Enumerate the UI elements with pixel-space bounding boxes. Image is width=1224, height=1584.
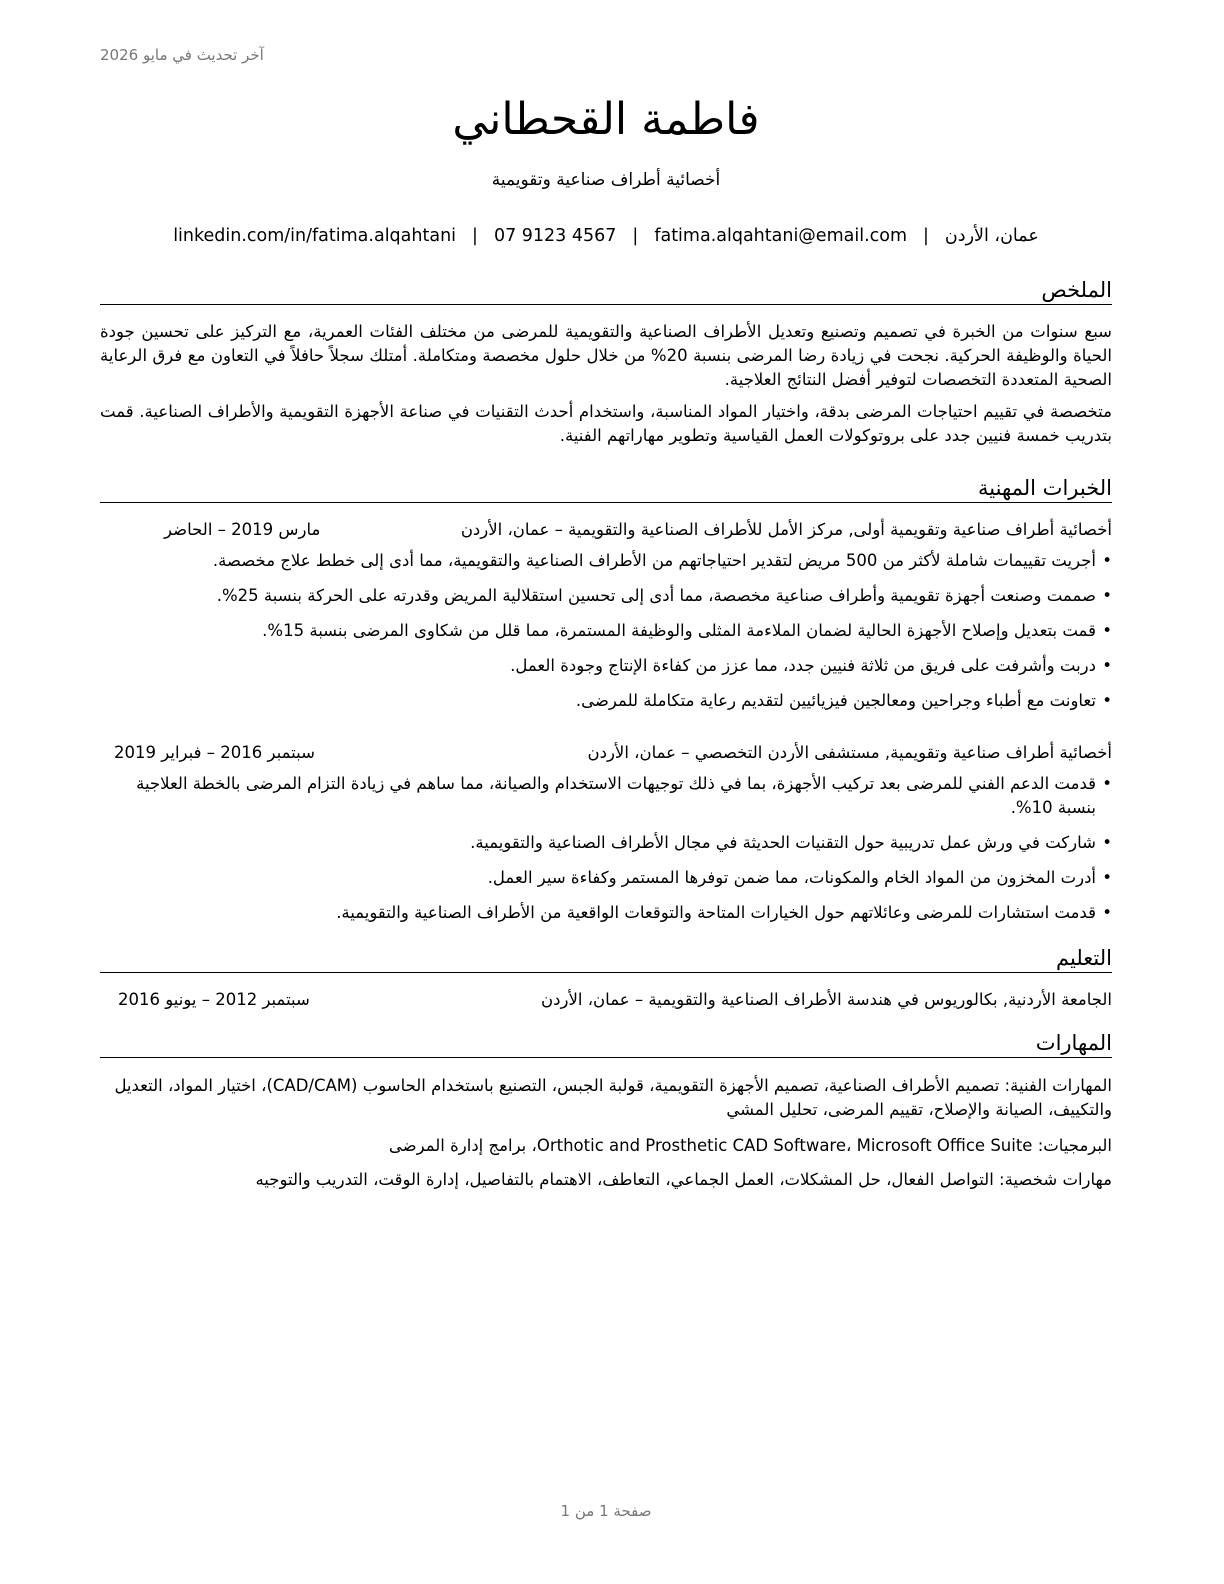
- summary-paragraph: متخصصة في تقييم احتياجات المرضى بدقة، واختيار المواد المناسبة، واستخدام أحدث التقنيات في صناعة الأجهزة التقويمية والأطراف الصناعية. قمت بتدريب خمسة فنيين جدد على بروتوكولات العمل القياسية وتطوير مهاراتهم الفنية.: [100, 402, 1112, 445]
- summary-body: [100, 320, 1112, 456]
- bullet-dot: •: [1102, 551, 1112, 570]
- last-updated: آخر تحديث في مايو 2026: [100, 46, 264, 64]
- bullet-dot: •: [1102, 774, 1112, 793]
- skills-soft: مهارات شخصية: التواصل الفعال، حل المشكلات، العمل الجماعي، التعاطف، الاهتمام بالتفاصيل، إدارة الوقت، التدريب والتوجيه: [255, 1170, 1112, 1189]
- bullet-dot: •: [1102, 903, 1112, 922]
- resume-page: [100, 0, 1112, 1584]
- contact-phone: 07 9123 4567: [493, 226, 617, 246]
- list-item: • أجريت تقييمات شاملة لأكثر من 500 مريض لتقدير احتياجاتهم من الأطراف الصناعية والتقويمية، مما أدى إلى خطط علاج مخصصة.: [100, 549, 1112, 573]
- list-item: • قدمت استشارات للمرضى وعائلاتهم حول الخيارات المتاحة والتوقعات الواقعية من الأطراف الصناعية والتقويمية.: [100, 901, 1112, 925]
- bullet-dot: •: [1102, 656, 1112, 675]
- skills-software: البرمجيات: Orthotic and Prosthetic CAD Software، Microsoft Office Suite، برامج إدارة المرضى: [388, 1136, 1112, 1155]
- page-number: صفحة 1 من 1: [560, 1502, 652, 1520]
- candidate-name: فاطمة القحطاني: [452, 94, 760, 145]
- job-title-org: أخصائية أطراف صناعية وتقويمية أولى, مركز الأمل للأطراف الصناعية والتقويمية – عمان، الأردن: [460, 520, 1112, 539]
- bullet-dot: •: [1102, 691, 1112, 710]
- education-heading: التعليم: [100, 944, 1112, 973]
- job-bullets: [100, 549, 1112, 713]
- list-item: • شاركت في ورش عمل تدريبية حول التقنيات الحديثة في مجال الأطراف الصناعية والتقويمية.: [100, 831, 1112, 855]
- skills-technical: المهارات الفنية: تصميم الأطراف الصناعية، تصميم الأجهزة التقويمية، قولبة الجبس، التصنيع باستخدام الحاسوب (CAD/CAM)، اختيار المواد، التعديل والتكييف، الصيانة والإصلاح، تقييم المرضى، تحليل المشي: [114, 1076, 1112, 1119]
- contact-email[interactable]: fatima.alqahtani@email.com: [654, 226, 908, 246]
- contact-separator: |: [472, 226, 478, 246]
- contact-location: عمان، الأردن: [944, 226, 1039, 246]
- summary-paragraph: سبع سنوات من الخبرة في تصميم وتصنيع وتعديل الأطراف الصناعية والتقويمية للمرضى من مختلف الفئات العمرية، مع التركيز على تحسين جودة الحياة والوظيفة الحركية. نجحت في زيادة رضا المرضى بنسبة 20% من خلال حلول مخصصة ومتكاملة. أمتلك سجلاً حافلاً في التعاون مع فرق الرعاية الصحية المتعددة التخصصات لتوفير أفضل النتائج العلاجية.: [100, 322, 1113, 389]
- summary-heading: الملخص: [100, 276, 1112, 305]
- list-item: • صممت وصنعت أجهزة تقويمية وأطراف صناعية مخصصة، مما أدى إلى تحسين استقلالية المريض وقدرته على الحركة بنسبة 25%.: [100, 584, 1112, 608]
- list-item: • أدرت المخزون من المواد الخام والمكونات، مما ضمن توفرها المستمر وكفاءة سير العمل.: [100, 866, 1112, 890]
- bullet-dot: •: [1102, 833, 1112, 852]
- contact-linkedin[interactable]: linkedin.com/in/fatima.alqahtani: [173, 226, 457, 246]
- job-dates: مارس 2019 – الحاضر: [164, 520, 321, 539]
- job-dates: سبتمبر 2016 – فبراير 2019: [114, 743, 315, 762]
- candidate-headline: أخصائية أطراف صناعية وتقويمية: [491, 170, 721, 190]
- education-degree: الجامعة الأردنية, بكالوريوس في هندسة الأطراف الصناعية والتقويمية – عمان، الأردن: [541, 990, 1112, 1009]
- job-title-org: أخصائية أطراف صناعية وتقويمية, مستشفى الأردن التخصصي – عمان، الأردن: [587, 743, 1112, 762]
- skills-heading: المهارات: [100, 1029, 1112, 1058]
- education-entry: [100, 987, 1112, 1013]
- job-bullets: [100, 772, 1112, 925]
- contact-separator: |: [632, 226, 639, 246]
- job-header: [100, 517, 1112, 543]
- list-item: • قمت بتعديل وإصلاح الأجهزة الحالية لضمان الملاءمة المثلى والوظيفة المستمرة، مما قلل من شكاوى المرضى بنسبة 15%.: [100, 619, 1112, 643]
- list-item: • تعاونت مع أطباء وجراحين ومعالجين فيزيائيين لتقديم رعاية متكاملة للمرضى.: [100, 689, 1112, 713]
- bullet-dot: •: [1102, 621, 1112, 640]
- contact-separator: |: [923, 226, 929, 246]
- bullet-dot: •: [1102, 586, 1112, 605]
- job-header: [100, 740, 1112, 766]
- experience-heading: الخبرات المهنية: [100, 474, 1112, 503]
- list-item: • دربت وأشرفت على فريق من ثلاثة فنيين جدد، مما عزز من كفاءة الإنتاج وجودة العمل.: [100, 654, 1112, 678]
- education-dates: سبتمبر 2012 – يونيو 2016: [118, 990, 310, 1009]
- contact-line: [100, 224, 1112, 248]
- bullet-dot: •: [1102, 868, 1112, 887]
- list-item: • قدمت الدعم الفني للمرضى بعد تركيب الأجهزة، بما في ذلك توجيهات الاستخدام والصيانة، مما ساهم في زيادة التزام المرضى بالخطة العلاجية بنسبة 10%.: [136, 774, 1112, 817]
